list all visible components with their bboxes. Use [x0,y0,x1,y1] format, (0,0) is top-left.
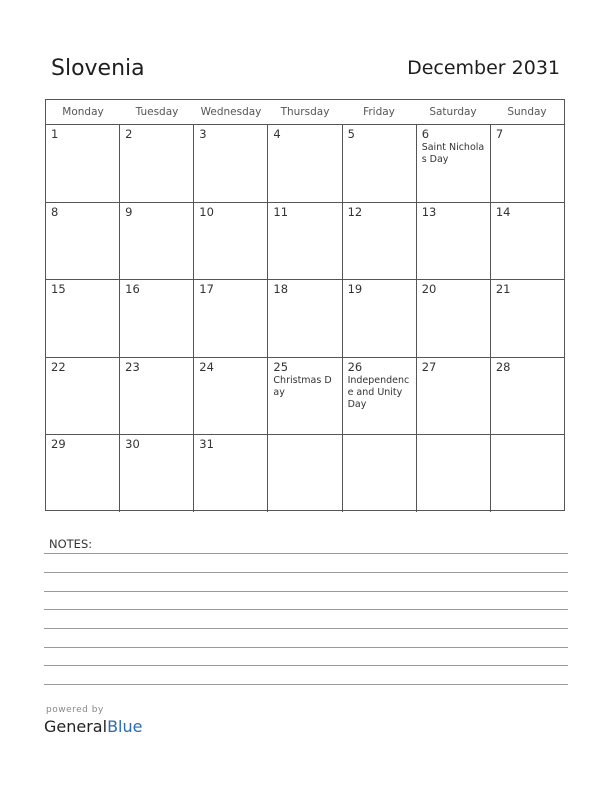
day-number: 19 [347,282,363,297]
day-number: 17 [199,282,214,297]
day-number: 22 [51,359,66,374]
day-number: 29 [51,437,66,452]
day-number: 2 [125,127,133,141]
calendar-day-cell [343,203,417,280]
day-number: 8 [51,204,59,219]
day-number: 3 [199,127,207,141]
notes-line [44,628,568,629]
weekday-label: Wednesday [200,106,262,118]
day-number: 18 [273,282,289,297]
calendar-month-title: December 2031 [407,57,560,79]
holiday-label: Saint Nicholas Day [421,142,485,165]
calendar-day-cell [417,435,491,512]
calendar-day-cell [417,203,491,280]
day-number: 1 [51,127,59,141]
calendar-day-cell [491,435,564,512]
day-number: 20 [421,282,437,297]
day-number: 13 [421,204,437,219]
calendar-day-cell [120,125,194,202]
calendar-day-cell [491,203,564,280]
holiday-label: Christmas Day [273,374,332,398]
calendar-day-cell [491,358,564,435]
day-number: 21 [495,282,511,297]
calendar-week-row [46,435,564,512]
calendar-grid [45,99,565,511]
day-number: 4 [273,127,281,141]
calendar-day-cell [194,203,268,280]
calendar-day-cell [343,358,417,435]
calendar-day-cell [194,280,268,357]
calendar-day-cell [46,203,120,280]
day-number: 27 [421,359,437,374]
notes-line [44,665,568,666]
day-number: 30 [125,437,140,452]
weekday-label: Saturday [429,106,477,118]
calendar-country-title: Slovenia [51,56,145,81]
calendar-day-cell [491,280,564,357]
day-number: 11 [273,204,289,219]
calendar-day-cell [194,125,268,202]
notes-line [44,572,568,573]
holiday-label: Independence and Unity Day [347,374,410,410]
day-number: 9 [125,204,133,219]
notes-line [44,591,568,592]
weekday-label: Friday [363,106,395,118]
calendar-day-cell [194,358,268,435]
calendar-week-row [46,125,564,203]
calendar-day-cell [120,358,194,435]
calendar-day-cell [343,280,417,357]
day-number: 28 [495,359,511,374]
weekday-header-row [46,100,564,125]
day-number: 5 [347,127,355,141]
day-number: 25 [273,359,289,374]
calendar-day-cell [194,435,268,512]
calendar-weeks [46,125,564,512]
day-number: 26 [347,359,363,374]
day-number: 31 [199,437,214,452]
calendar-day-cell [46,435,120,512]
calendar-day-cell [268,203,342,280]
day-number: 7 [495,127,504,141]
weekday-label: Thursday [280,106,330,118]
calendar-day-cell [120,203,194,280]
notes-line [44,609,568,610]
brand-general: General [44,717,108,736]
calendar-day-cell [417,280,491,357]
day-number: 10 [199,204,214,219]
day-number: 23 [125,359,140,374]
day-number: 16 [125,282,140,297]
calendar-day-cell [268,358,342,435]
notes-line [44,684,568,685]
weekday-label: Monday [62,106,104,118]
calendar-day-cell [46,280,120,357]
calendar-week-row [46,203,564,281]
calendar-day-cell [46,358,120,435]
notes-line [44,647,568,648]
calendar-day-cell [343,125,417,202]
weekday-label: Tuesday [135,106,179,118]
notes-label: NOTES: [49,537,93,551]
day-number: 6 [421,127,430,141]
day-number: 12 [347,204,363,219]
brand-logo [44,717,142,736]
calendar-week-row [46,280,564,358]
powered-by-text: powered by [46,705,104,715]
calendar-week-row [46,358,564,436]
calendar-day-cell [120,435,194,512]
calendar-day-cell [343,435,417,512]
calendar-day-cell [46,125,120,202]
day-number: 15 [51,282,66,297]
weekday-label: Sunday [507,106,547,118]
calendar-day-cell [268,125,342,202]
calendar-day-cell [417,125,491,202]
calendar-day-cell [268,280,342,357]
day-number: 14 [495,204,511,219]
notes-line [44,553,568,554]
calendar-day-cell [120,280,194,357]
day-number: 24 [199,359,214,374]
calendar-day-cell [491,125,564,202]
brand-blue: Blue [107,717,143,736]
calendar-day-cell [417,358,491,435]
calendar-day-cell [268,435,342,512]
